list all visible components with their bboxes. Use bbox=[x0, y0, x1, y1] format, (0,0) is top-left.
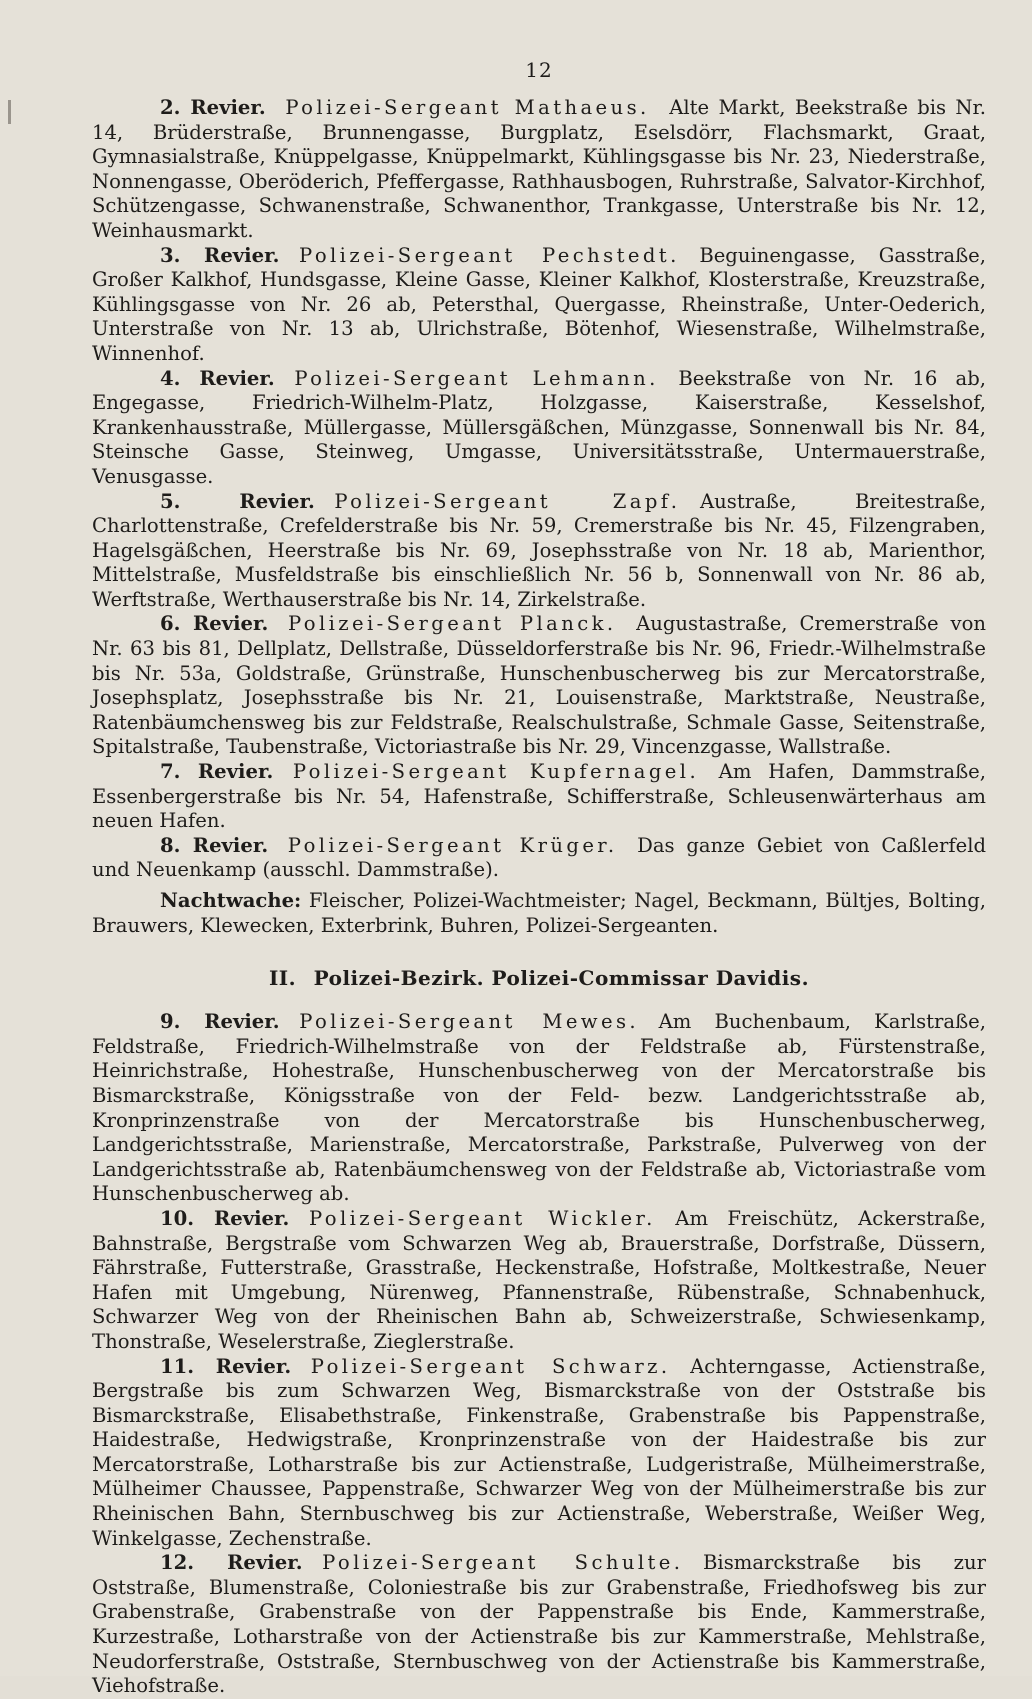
revier-number: 3. Revier. bbox=[160, 243, 280, 267]
revier-number: 10. Revier. bbox=[160, 1206, 290, 1230]
revier-number: 2. Revier. bbox=[160, 96, 266, 119]
nachtwache-entry bbox=[92, 889, 986, 938]
revier-entry bbox=[92, 760, 986, 834]
page-number: 12 bbox=[525, 58, 553, 82]
revier-entry bbox=[92, 1207, 986, 1355]
revier-number: 9. Revier. bbox=[160, 1010, 280, 1034]
revier-entry bbox=[92, 367, 986, 490]
nachtwache-text: Fleischer, Polizei-Wachtmeister; Nagel, Beckmann, Bültjes, Bolting, Brauwers, Klewecken, Exterbrink, Buhren, Polizei-Sergeanten. bbox=[92, 889, 987, 937]
revier-entry bbox=[92, 612, 986, 760]
binding-mark bbox=[8, 100, 11, 124]
revier-number: 5. Revier. bbox=[160, 489, 315, 513]
revier-streets: Am Hafen, Dammstraße, Essenbergerstraße bis Nr. 54, Hafenstraße, Schifferstraße, Schleusenwärterhaus am neuen Hafen. bbox=[92, 760, 986, 833]
revier-entry bbox=[92, 96, 986, 244]
section-roman-numeral: II. bbox=[268, 966, 297, 991]
revier-streets: Am Buchenbaum, Karlstraße, Feldstraße, Friedrich-Wilhelmstraße von der Feldstraße ab, Fürstenstraße, Heinrichstraße, Hohestraße, Hunschenbuscherweg von der Mercatorstraße bis Bismarckstraße, Königsstraße von der Feld- bezw. Landgerichtsstraße ab, Kronprinzenstraße von der Mercatorstraße bis Hunschenbuscherweg, Landgerichtsstraße, Marienstraße, Mercatorstraße, Parkstraße, Pulverweg von der Landgerichtsstraße ab, Ratenbäumchensweg von der Feldstraße ab, Victoriastraße vom Hunschenbuscherweg ab. bbox=[92, 1010, 986, 1206]
revier-number: 11. Revier. bbox=[160, 1354, 292, 1378]
revier-sergeant: Polizei-Sergeant Zapf. bbox=[334, 489, 681, 513]
revier-sergeant: Polizei-Sergeant Planck. bbox=[287, 612, 617, 636]
revier-sergeant: Polizei-Sergeant Lehmann. bbox=[294, 366, 659, 390]
revier-streets: Alte Markt, Beekstraße bis Nr. 14, Brüderstraße, Brunnengasse, Burgplatz, Eselsdörr, Flachsmarkt, Graat, Gymnasialstraße, Knüppelgasse, Knüppelmarkt, Kühlingsgasse bis Nr. 23, Niederstraße, Nonnengasse, Oberöderich, Pfeffergasse, Rathhausbogen, Ruhrstraße, Salvator-Kirchhof, Schützengasse, Schwanenstraße, Schwanenthor, Trankgasse, Unterstraße bis Nr. 12, Weinhausmarkt. bbox=[92, 96, 986, 242]
revier-sergeant: Polizei-Sergeant Kupfernagel. bbox=[292, 760, 700, 784]
revier-number: 7. Revier. bbox=[160, 760, 274, 784]
revier-entry bbox=[92, 490, 986, 613]
revier-sergeant: Polizei-Sergeant Schulte. bbox=[322, 1551, 684, 1575]
revier-sergeant: Polizei-Sergeant Mathaeus. bbox=[285, 96, 650, 119]
revier-entry bbox=[92, 1010, 986, 1207]
revier-sergeant: Polizei-Sergeant Krüger. bbox=[287, 833, 618, 857]
revier-number: 8. Revier. bbox=[160, 833, 269, 857]
nachtwache-label: Nachtwache: bbox=[160, 889, 302, 912]
revier-entry bbox=[92, 1355, 986, 1552]
revier-list-part1 bbox=[92, 96, 986, 883]
revier-streets: Austraße, Breitestraße, Charlottenstraße, Crefelderstraße bis Nr. 59, Cremerstraße bis Nr. 45, Filzengraben, Hagelsgäßchen, Heerstraße bis Nr. 69, Josephsstraße von Nr. 18 ab, Marienthor, Mittelstraße, Musfeldstraße bis einschließlich Nr. 56 b, Sonnenwall von Nr. 86 ab, Werftstraße, Werthauserstraße bis Nr. 14, Zirkelstraße. bbox=[92, 489, 987, 611]
revier-streets: Beekstraße von Nr. 16 ab, Engegasse, Friedrich-Wilhelm-Platz, Holzgasse, Kaiserstraße, Kesselshof, Krankenhausstraße, Müllergasse, Müllersgäßchen, Münzgasse, Sonnenwall bis Nr. 84, Steinsche Gasse, Steinweg, Umgasse, Universitätsstraße, Untermauerstraße, Venusgasse. bbox=[92, 366, 987, 488]
revier-sergeant: Polizei-Sergeant Schwarz. bbox=[310, 1354, 671, 1378]
revier-streets: Achterngasse, Actienstraße, Bergstraße bis zum Schwarzen Weg, Bismarckstraße von der Oststraße bis Bismarckstraße, Elisabethstraße, Finkenstraße, Grabenstraße bis Pappenstraße, Haidestraße, Hedwigstraße, Kronprinzenstraße von der Haidestraße bis zur Mercatorstraße, Lotharstraße bis zur Actienstraße, Ludgeristraße, Mülheimerstraße, Mülheimer Chaussee, Pappenstraße, Schwarzer Weg von der Mülheimerstraße bis zur Rheinischen Bahn, Sternbuschweg bis zur Actienstraße, Weberstraße, Weißer Weg, Winkelgasse, Zechenstraße. bbox=[92, 1354, 986, 1550]
revier-number: 4. Revier. bbox=[160, 366, 275, 390]
revier-streets: Bismarckstraße bis zur Oststraße, Blumenstraße, Coloniestraße bis zur Grabenstraße, Friedhofsweg bis zur Grabenstraße, Grabenstraße von der Pappenstraße bis Ende, Kammerstraße, Kurzestraße, Lotharstraße von der Actienstraße bis zur Kammerstraße, Mehlstraße, Neudorferstraße, Oststraße, Sternbuschweg von der Actienstraße bis Kammerstraße, Viehofstraße. bbox=[92, 1551, 986, 1698]
revier-list-part2 bbox=[92, 1010, 986, 1699]
revier-streets: Augustastraße, Cremerstraße von Nr. 63 bis 81, Dellplatz, Dellstraße, Düsseldorferstraße bis Nr. 96, Friedr.-Wilhelmstraße bis Nr. 53a, Goldstraße, Grünstraße, Hunschenbuscherweg bis zur Mercatorstraße, Josephsplatz, Josephsstraße bis Nr. 21, Louisenstraße, Marktstraße, Neustraße, Ratenbäumchensweg bis zur Feldstraße, Realschulstraße, Schmale Gasse, Seitenstraße, Spitalstraße, Taubenstraße, Victoriastraße bis Nr. 29, Vincenzgasse, Wallstraße. bbox=[92, 612, 986, 759]
revier-streets: Beguinengasse, Gasstraße, Großer Kalkhof, Hundsgasse, Kleine Gasse, Kleiner Kalkhof, Klosterstraße, Kreuzstraße, Kühlingsgasse von Nr. 26 ab, Petersthal, Quergasse, Rheinstraße, Unter-Oederich, Unterstraße von Nr. 13 ab, Ulrichstraße, Bötenhof, Wiesenstraße, Wilhelmstraße, Winnenhof. bbox=[92, 243, 986, 365]
revier-sergeant: Polizei-Sergeant Pechstedt. bbox=[299, 243, 680, 267]
revier-streets: Am Freischütz, Ackerstraße, Bahnstraße, Bergstraße vom Schwarzen Weg ab, Brauerstraße, Dorfstraße, Düssern, Fährstraße, Futterstraße, Grasstraße, Heckenstraße, Hofstraße, Moltkestraße, Neuer Hafen mit Umgebung, Nürenweg, Pfannenstraße, Rübenstraße, Schnabenhuck, Schwarzer Weg von der Rheinischen Bahn ab, Schweizerstraße, Schwiesenkamp, Thonstraße, Weselerstraße, Zieglerstraße. bbox=[92, 1206, 986, 1353]
section-heading bbox=[92, 966, 986, 990]
revier-entry bbox=[92, 1551, 986, 1699]
section-title: Polizei-Bezirk. Polizei-Commissar Davidis. bbox=[313, 966, 810, 991]
revier-sergeant: Polizei-Sergeant Wickler. bbox=[308, 1206, 656, 1230]
revier-sergeant: Polizei-Sergeant Mewes. bbox=[299, 1010, 640, 1034]
revier-entry bbox=[92, 834, 986, 883]
revier-entry bbox=[92, 244, 986, 367]
revier-number: 12. Revier. bbox=[160, 1551, 303, 1575]
revier-number: 6. Revier. bbox=[160, 612, 269, 636]
revier-streets: Das ganze Gebiet von Caßlerfeld und Neuenkamp (ausschl. Dammstraße). bbox=[92, 833, 986, 882]
